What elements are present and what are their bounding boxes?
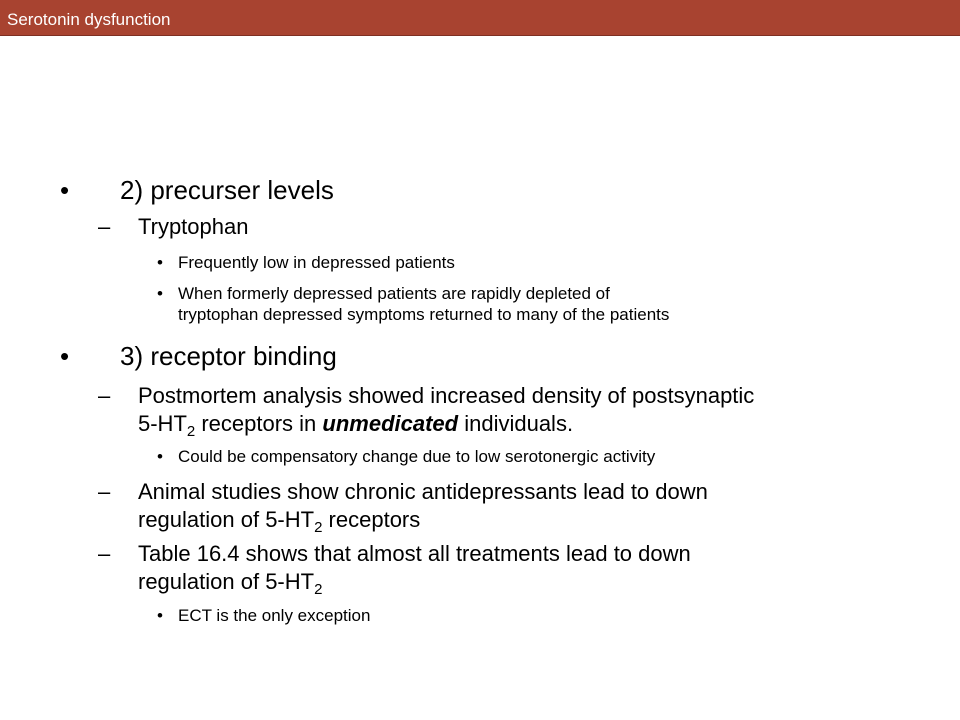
animal-line2-text: receptors <box>322 507 421 532</box>
point-text: ECT is the only exception <box>178 606 371 625</box>
sub-bullet-postmortem-cont <box>138 410 573 438</box>
bullet-marker: • <box>60 175 70 205</box>
subscript-two: 2 <box>186 423 196 440</box>
bullet-marker: • <box>60 341 70 371</box>
precursor-heading: 2) precurser levels <box>120 175 334 205</box>
dash-marker: – <box>98 479 111 504</box>
point-ect-exception <box>157 605 371 626</box>
dash-marker: – <box>98 383 111 408</box>
subscript-two: 2 <box>314 581 323 598</box>
point-text: Could be compensatory change due to low serotonergic activity <box>178 447 656 466</box>
dash-marker: – <box>98 541 111 566</box>
bullet-marker: • <box>157 606 163 625</box>
point-tryptophan-depletion-cont <box>178 304 669 325</box>
sub-bullet-table <box>98 540 691 568</box>
postmortem-line2-text: 5-HT <box>138 411 187 436</box>
tryptophan-label: Tryptophan <box>138 214 249 239</box>
table-line1: Table 16.4 shows that almost all treatments lead to down <box>138 541 691 566</box>
point-compensatory-change <box>157 446 656 467</box>
bullet-marker: • <box>157 253 163 272</box>
postmortem-line2-text: individuals. <box>458 411 574 436</box>
animal-line1: Animal studies show chronic antidepressants lead to down <box>138 479 708 504</box>
bullet-marker: • <box>157 284 163 303</box>
sub-bullet-tryptophan <box>98 213 249 241</box>
emphasis-unmedicated: unmedicated <box>322 411 459 436</box>
bullet-precursor-levels <box>60 174 334 206</box>
point-text: Frequently low in depressed patients <box>178 253 455 272</box>
receptor-heading: 3) receptor binding <box>120 341 337 371</box>
sub-bullet-postmortem <box>98 382 755 410</box>
table-line2-text: regulation of 5-HT <box>138 569 315 594</box>
postmortem-line1: Postmortem analysis showed increased density of postsynaptic <box>138 383 755 408</box>
bullet-receptor-binding <box>60 340 337 372</box>
subscript-two: 2 <box>314 519 323 536</box>
sub-bullet-animal-studies-cont <box>138 506 420 534</box>
bullet-marker: • <box>157 447 163 466</box>
point-tryptophan-low <box>157 252 455 273</box>
point-text: tryptophan depressed symptoms returned to many of the patients <box>178 305 670 324</box>
postmortem-line2-text: receptors in <box>195 411 323 436</box>
point-tryptophan-depletion <box>157 283 610 304</box>
dash-marker: – <box>98 214 111 239</box>
sub-bullet-animal-studies <box>98 478 708 506</box>
slide-title: Serotonin dysfunction <box>7 10 171 29</box>
animal-line2-text: regulation of 5-HT <box>138 507 315 532</box>
point-text: When formerly depressed patients are rapidly depleted of <box>178 284 610 303</box>
sub-bullet-table-cont <box>138 568 322 596</box>
